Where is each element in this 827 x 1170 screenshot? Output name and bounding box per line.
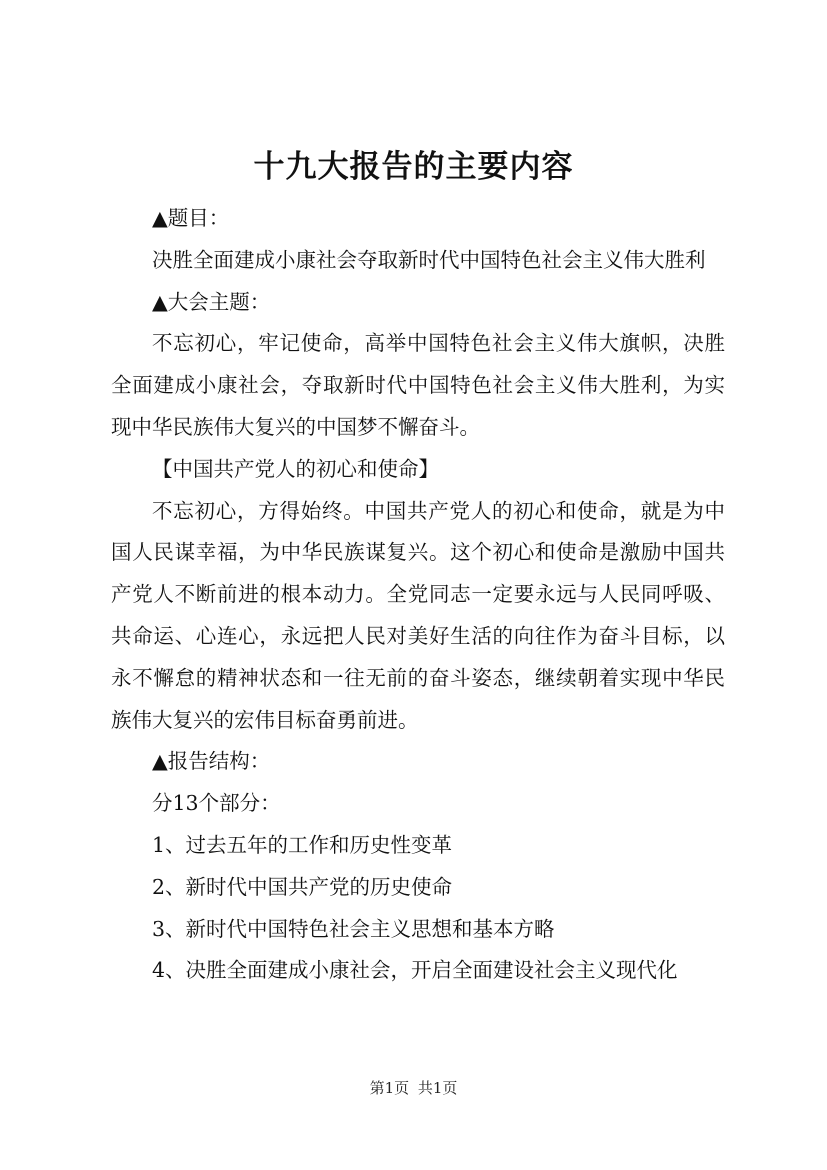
page-number: 第1页 (369, 1079, 410, 1097)
list-item: 2、新时代中国共产党的历史使命 (152, 874, 453, 899)
heading-theme: ▲大会主题： (152, 289, 271, 314)
structure-intro: 分13个部分： (152, 791, 281, 816)
theme-text: 不忘初心，牢记使命，高举中国特色社会主义伟大旗帜，决胜全面建成小康社会，夺取新时代中国特色社会主义伟大胜利，为实现中华民族伟大复兴的中国梦不懈奋斗。 (111, 331, 725, 439)
page-total: 共1页 (417, 1079, 458, 1097)
topic-text: 决胜全面建成小康社会夺取新时代中国特色社会主义伟大胜利 (152, 247, 706, 272)
list-item: 1、过去五年的工作和历史性变革 (152, 832, 453, 857)
heading-structure: ▲报告结构： (152, 749, 271, 774)
mission-text: 不忘初心，方得始终。中国共产党人的初心和使命，就是为中国人民谋幸福，为中华民族谋复兴。这个初心和使命是激励中国共产党人不断前进的根本动力。全党同志一定要永远与人民同呼吸、共命运、心连心，永远把人民对美好生活的向往作为奋斗目标，以永不懈怠的精神状态和一往无前的奋斗姿态，继续朝着实现中华民族伟大复兴的宏伟目标奋勇前进。 (111, 498, 725, 732)
list-item: 4、决胜全面建成小康社会，开启全面建设社会主义现代化 (152, 958, 678, 983)
page-footer (0, 1078, 827, 1098)
document-title: 十九大报告的主要内容 (253, 149, 574, 185)
list-item: 3、新时代中国特色社会主义思想和基本方略 (152, 916, 555, 941)
heading-topic: ▲题目： (152, 206, 230, 230)
heading-mission: 【中国共产党人的初心和使命】 (152, 456, 439, 481)
document-body (111, 198, 725, 992)
